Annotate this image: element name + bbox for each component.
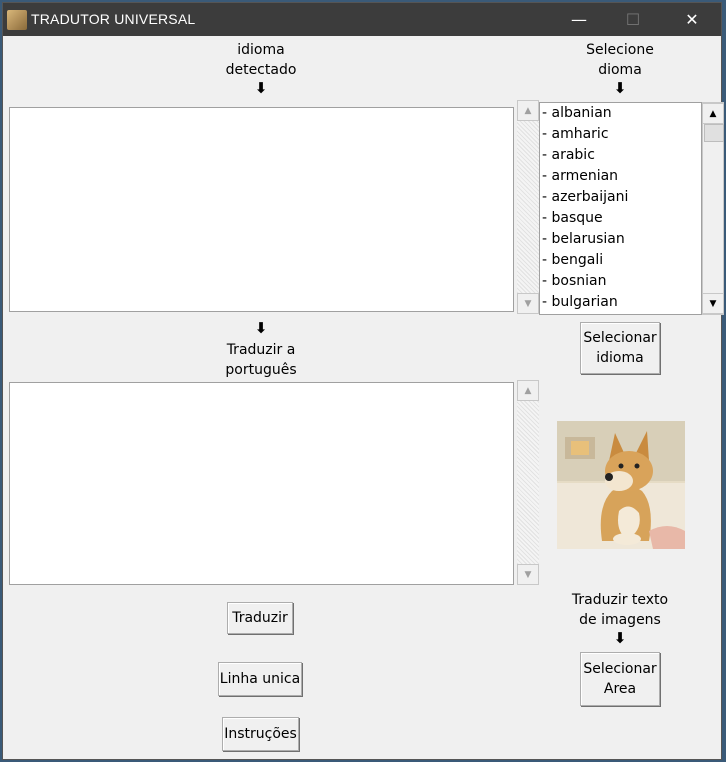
window-title: TRADUTOR UNIVERSAL: [31, 11, 196, 27]
image-label-line1: Traduzir texto: [571, 592, 669, 608]
list-item[interactable]: - belarusian: [542, 231, 625, 247]
list-item[interactable]: - arabic: [542, 147, 595, 163]
list-item[interactable]: - amharic: [542, 126, 609, 142]
language-listbox[interactable]: [539, 102, 702, 315]
title-bar: [3, 3, 721, 36]
button-label: idioma: [596, 350, 644, 366]
minimize-button[interactable]: —: [571, 10, 587, 29]
dog-image: [557, 421, 685, 549]
list-item[interactable]: - bulgarian: [542, 294, 618, 310]
image-label-line2: de imagens: [579, 612, 661, 628]
listbox-scrollbar[interactable]: [702, 102, 724, 315]
maximize-button[interactable]: ☐: [625, 10, 641, 29]
arrow-down-icon: ⬇: [613, 79, 627, 97]
list-item[interactable]: - bosnian: [542, 273, 607, 289]
scroll-down-icon[interactable]: ▼: [517, 564, 539, 585]
app-icon: [7, 10, 27, 30]
select-area-button[interactable]: [580, 652, 660, 706]
source-text-area[interactable]: [9, 107, 514, 312]
detected-label-line2: detectado: [225, 62, 297, 78]
instructions-button[interactable]: Instruções: [222, 717, 299, 751]
detected-language-label: [211, 40, 311, 80]
translate-label-line2: português: [225, 362, 297, 378]
scroll-up-icon[interactable]: ▲: [517, 100, 539, 121]
translate-button[interactable]: Traduzir: [227, 602, 293, 634]
button-label: Selecionar: [583, 661, 657, 677]
list-item[interactable]: - azerbaijani: [542, 189, 629, 205]
select-label-line1: Selecione: [586, 42, 654, 58]
list-item[interactable]: - basque: [542, 210, 603, 226]
select-label-line2: dioma: [598, 62, 642, 78]
list-item[interactable]: - armenian: [542, 168, 619, 184]
single-line-button[interactable]: Linha unica: [218, 662, 302, 696]
list-item[interactable]: - bengali: [542, 252, 604, 268]
scroll-down-icon[interactable]: ▼: [702, 293, 724, 314]
scroll-up-icon[interactable]: ▲: [517, 380, 539, 401]
scroll-down-icon[interactable]: ▼: [517, 293, 539, 314]
translate-label-line1: Traduzir a: [226, 342, 296, 358]
app-window: [2, 2, 722, 760]
image-translate-label: [561, 590, 679, 630]
button-label: Selecionar: [583, 330, 657, 346]
select-language-label: [570, 40, 670, 80]
detected-label-line1: idioma: [237, 42, 285, 58]
arrow-down-icon: ⬇: [613, 629, 627, 647]
list-item[interactable]: - albanian: [542, 105, 612, 121]
close-button[interactable]: ✕: [685, 10, 699, 29]
button-label: Area: [603, 681, 637, 697]
source-scrollbar[interactable]: [517, 100, 539, 314]
translated-text-area[interactable]: [9, 382, 514, 585]
arrow-down-icon: ⬇: [254, 319, 268, 337]
scroll-up-icon[interactable]: ▲: [702, 103, 724, 124]
select-language-button[interactable]: [580, 322, 660, 374]
arrow-down-icon: ⬇: [254, 79, 268, 97]
scroll-thumb[interactable]: [704, 124, 724, 142]
translate-to-label: [201, 340, 321, 380]
translated-scrollbar[interactable]: [517, 380, 539, 585]
